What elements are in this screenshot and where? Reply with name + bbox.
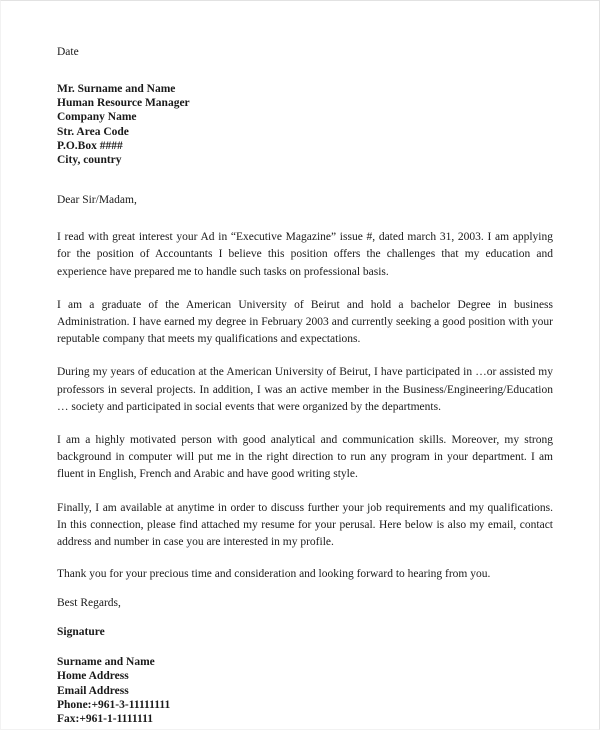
signature-label: Signature	[57, 626, 105, 639]
contact-line: Email Address	[57, 684, 129, 697]
valediction: Best Regards,	[57, 597, 121, 610]
body-paragraph: I am a graduate of the American University of Beirut and hold a bachelor Degree in business Administration. I have earned my degree in February 2003 and currently seeking a good position with your reputable company that meets my qualifications and expectations.	[57, 298, 553, 346]
thank-you-line: Thank you for your precious time and consideration and looking forward to hearing from you.	[57, 568, 491, 581]
recipient-line: Mr. Surname and Name	[57, 83, 176, 95]
sender-contact-block	[57, 655, 553, 726]
recipient-line: Str. Area Code	[57, 125, 129, 138]
date-line: Date	[57, 46, 79, 58]
contact-line: Surname and Name	[57, 656, 155, 669]
body-paragraph: Finally, I am available at anytime in order to discuss further your job requirements and my qualifications. In this connection, please find attached my resume for your perusal. Here below is also my email, contact address and number in case you are interested in my profile.	[57, 501, 553, 549]
recipient-line: P.O.Box ####	[57, 139, 123, 152]
contact-line-phone: Phone:+961-3-11111111	[57, 698, 171, 711]
salutation: Dear Sir/Madam,	[57, 194, 137, 207]
recipient-address-block	[57, 82, 553, 167]
contact-line-fax: Fax:+961-1-1111111	[57, 713, 154, 726]
contact-line: Home Address	[57, 670, 129, 683]
recipient-line: Company Name	[57, 111, 137, 124]
recipient-line: City, country	[57, 154, 122, 167]
body-paragraph: I am a highly motivated person with good analytical and communication skills. Moreover, my strong background in computer will put me in the right direction to run any program in your department. I am fluent in English, French and Arabic and have good writing style.	[57, 434, 553, 481]
body-paragraph: During my years of education at the American University of Beirut, I have participated in …or assisted my professors in several projects. In addition, I was an active member in the Business/Engineering/Education … society and participated in social events that were organized by the departments.	[57, 366, 553, 413]
recipient-line: Human Resource Manager	[57, 97, 190, 110]
letter-body	[57, 45, 553, 726]
body-paragraph: I read with great interest your Ad in “Executive Magazine” issue #, dated march 31, 2003. I am applying for the position of Accountants I believe this position offers the challenges that my education and experience have prepared me to handle such tasks on professional basis.	[57, 231, 553, 278]
